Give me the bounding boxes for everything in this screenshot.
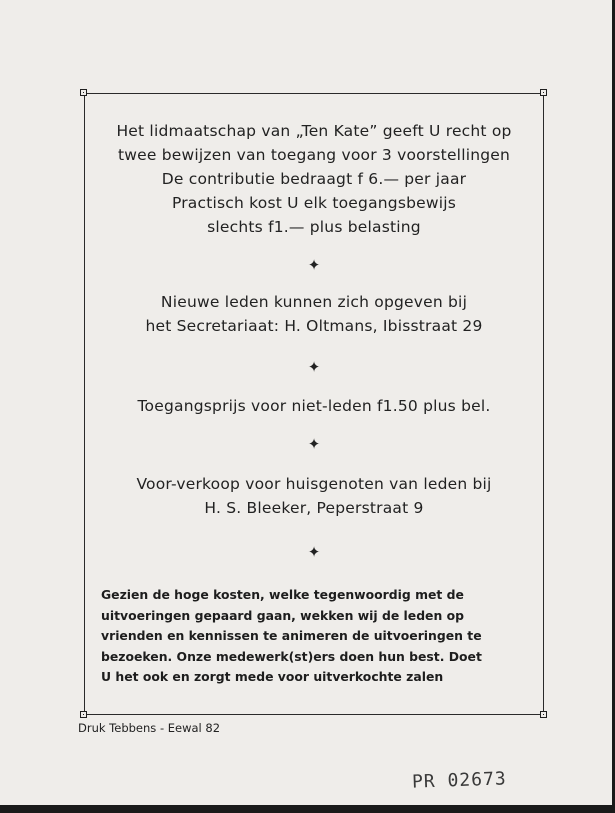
new-members-line: Nieuwe leden kunnen zich opgeven bij	[160, 293, 468, 311]
frame-corner-ornament	[540, 711, 547, 718]
star-ornament-icon: ✦	[307, 435, 321, 453]
appeal-line: vrienden en kennissen te animeren de uitvoeringen te	[101, 628, 482, 643]
membership-line: De contributie bedraagt f 6.— per jaar	[161, 170, 467, 188]
membership-info	[84, 119, 544, 239]
frame-corner-ornament	[80, 89, 87, 96]
membership-line: Practisch kost U elk toegangsbewijs	[171, 194, 457, 212]
admission-price	[84, 394, 544, 418]
presale-line: H. S. Bleeker, Peperstraat 9	[204, 499, 424, 517]
frame-corner-ornament	[80, 711, 87, 718]
star-ornament-icon: ✦	[307, 358, 321, 376]
admission-line: Toegangsprijs voor niet-leden f1.50 plus bel.	[137, 397, 491, 415]
membership-line: Het lidmaatschap van „Ten Kate” geeft U recht op	[116, 122, 512, 140]
printer-imprint: Druk Tebbens - Eewal 82	[78, 721, 221, 735]
appeal-paragraph	[101, 585, 527, 688]
new-members-line: het Secretariaat: H. Oltmans, Ibisstraat 29	[145, 317, 483, 335]
presale-line: Voor-verkoop voor huisgenoten van leden bij	[136, 475, 492, 493]
membership-line: twee bewijzen van toegang voor 3 voorstellingen	[117, 146, 511, 164]
new-members-info	[84, 290, 544, 338]
appeal-line: U het ook en zorgt mede voor uitverkochte zalen	[101, 669, 444, 684]
star-ornament-icon: ✦	[307, 256, 321, 274]
appeal-line: uitvoeringen gepaard gaan, wekken wij de leden op	[101, 607, 464, 623]
archive-number: PR 02673	[411, 768, 508, 793]
appeal-line: Gezien de hoge kosten, welke tegenwoordig met de	[101, 587, 464, 602]
presale-info	[84, 472, 544, 520]
membership-line: slechts f1.— plus belasting	[207, 218, 421, 236]
frame-corner-ornament	[540, 89, 547, 96]
star-ornament-icon: ✦	[307, 543, 321, 561]
appeal-line: bezoeken. Onze medewerk(st)ers doen hun best. Doet	[101, 648, 482, 664]
